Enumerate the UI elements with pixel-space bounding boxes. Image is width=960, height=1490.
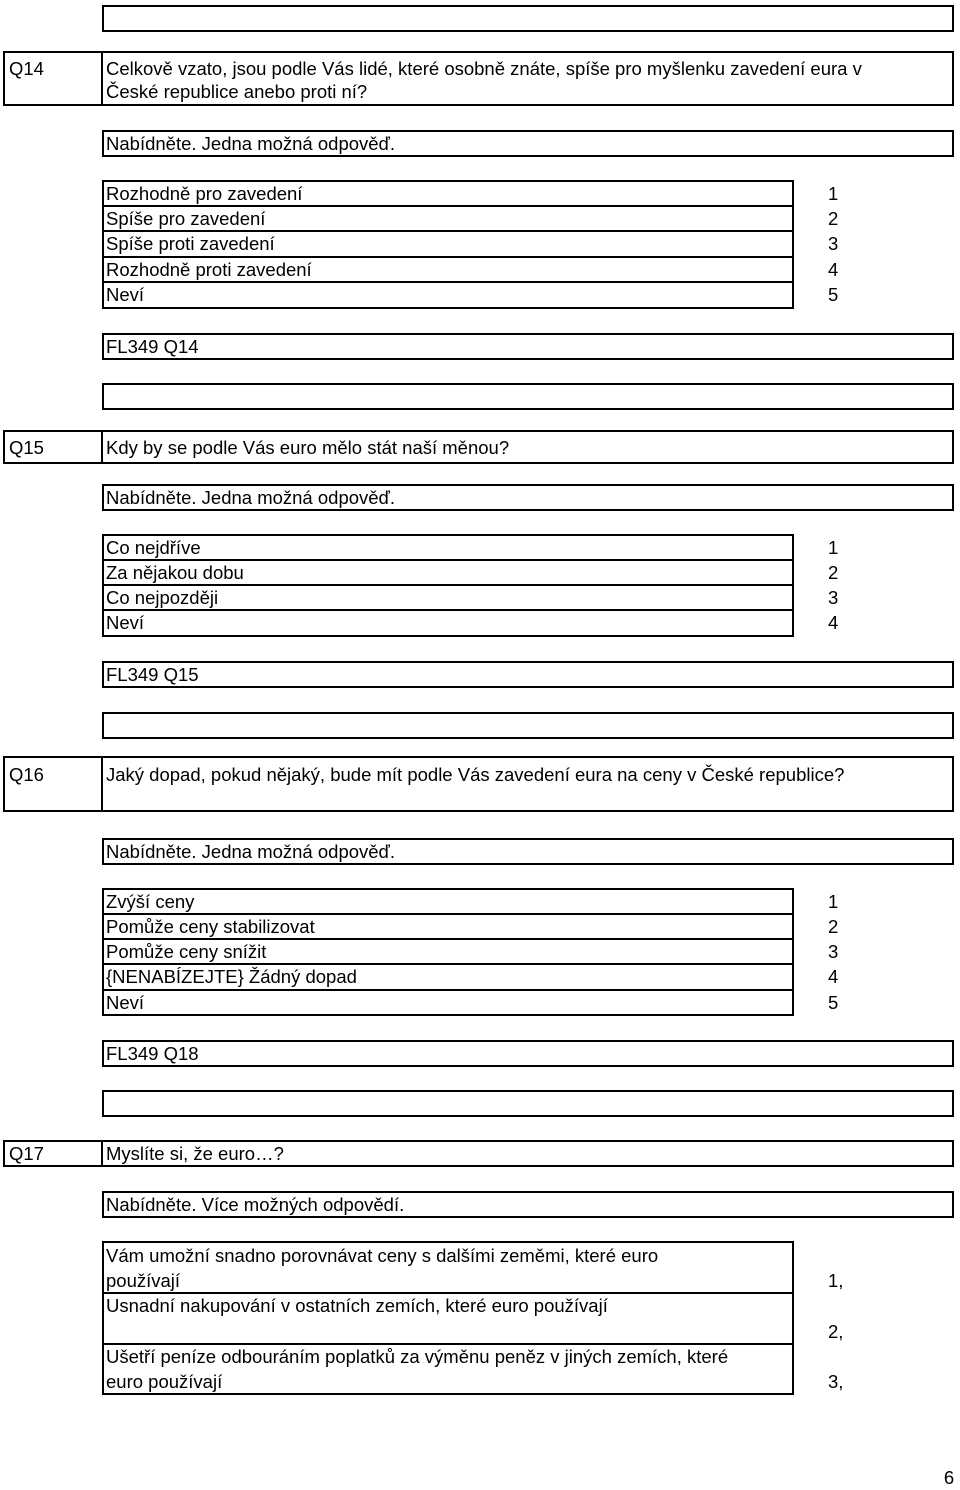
question-id-q16: Q16 [9,764,44,785]
option-divider [102,1292,794,1294]
question-text-q14-line1: Celkově vzato, jsou podle Vás lidé, které osobně znáte, spíše pro myšlenku zavedení eura v [106,58,862,79]
option-label: používají [106,1270,181,1291]
option-code: 4 [828,259,839,280]
question-id-q14: Q14 [9,58,44,79]
ref-box-q16 [102,1040,954,1067]
option-code: 4 [828,612,839,633]
option-label: Spíše pro zavedení [106,208,266,229]
option-label: Spíše proti zavedení [106,233,275,254]
option-label: Pomůže ceny snížit [106,941,267,962]
option-divider [102,584,794,586]
empty-box-q16 [102,1090,954,1117]
question-text-q15: Kdy by se podle Vás euro mělo stát naší měnou? [106,437,510,458]
option-divider [102,256,794,258]
option-label: Neví [106,284,145,305]
option-divider [102,609,794,611]
option-code: 2 [828,562,839,583]
option-label: Co nejpozději [106,587,219,608]
empty-box-top [102,5,954,32]
option-divider [102,938,794,940]
option-code: 1 [828,183,839,204]
option-code: 1 [828,537,839,558]
option-label: Pomůže ceny stabilizovat [106,916,315,937]
option-code: 2 [828,208,839,229]
option-divider [102,963,794,965]
option-label: Rozhodně proti zavedení [106,259,312,280]
option-divider [102,559,794,561]
option-divider [102,1343,794,1345]
question-text-q17: Myslíte si, že euro…? [106,1143,284,1164]
question-text-q14-line2: České republice anebo proti ní? [106,81,368,102]
option-code: 2 [828,916,839,937]
instruction-q14: Nabídněte. Jedna možná odpověď. [106,133,396,154]
option-label: Ušetří peníze odbouráním poplatků za výměnu peněz v jiných zemích, které [106,1346,729,1367]
option-code: 1, [828,1270,844,1291]
question-id-q15: Q15 [9,437,44,458]
option-code: 3 [828,587,839,608]
option-label: Neví [106,992,145,1013]
instruction-q15: Nabídněte. Jedna možná odpověď. [106,487,396,508]
option-code: 3, [828,1371,844,1392]
option-code: 5 [828,284,839,305]
option-divider [102,989,794,991]
question-id-q17: Q17 [9,1143,44,1164]
ref-box-q15 [102,661,954,688]
option-code: 3 [828,941,839,962]
question-text-q16: Jaký dopad, pokud nějaký, bude mít podle Vás zavedení eura na ceny v České republice? [106,764,845,785]
option-code: 1 [828,891,839,912]
option-label: Neví [106,612,145,633]
option-divider [102,205,794,207]
option-code: 2, [828,1321,844,1342]
option-label: Co nejdříve [106,537,201,558]
option-divider [102,913,794,915]
option-label: Rozhodně pro zavedení [106,183,303,204]
option-label: {NENABÍZEJTE} Žádný dopad [106,966,357,987]
ref-code-q16: FL349 Q18 [106,1043,199,1064]
option-label: Vám umožní snadno porovnávat ceny s dalšími zeměmi, které euro [106,1245,659,1266]
instruction-q16: Nabídněte. Jedna možná odpověď. [106,841,396,862]
ref-code-q15: FL349 Q15 [106,664,199,685]
option-code: 5 [828,992,839,1013]
ref-box-q14 [102,333,954,360]
page-number: 6 [943,1467,955,1488]
empty-box-q15 [102,712,954,739]
option-code: 3 [828,233,839,254]
option-divider [102,281,794,283]
option-label: Zvýší ceny [106,891,195,912]
empty-box-q14 [102,383,954,410]
option-divider [102,230,794,232]
option-code: 4 [828,966,839,987]
instruction-q17: Nabídněte. Více možných odpovědí. [106,1194,405,1215]
option-label: Usnadní nakupování v ostatních zemích, které euro používají [106,1295,608,1316]
option-label: Za nějakou dobu [106,562,244,583]
ref-code-q14: FL349 Q14 [106,336,199,357]
option-label: euro používají [106,1371,223,1392]
